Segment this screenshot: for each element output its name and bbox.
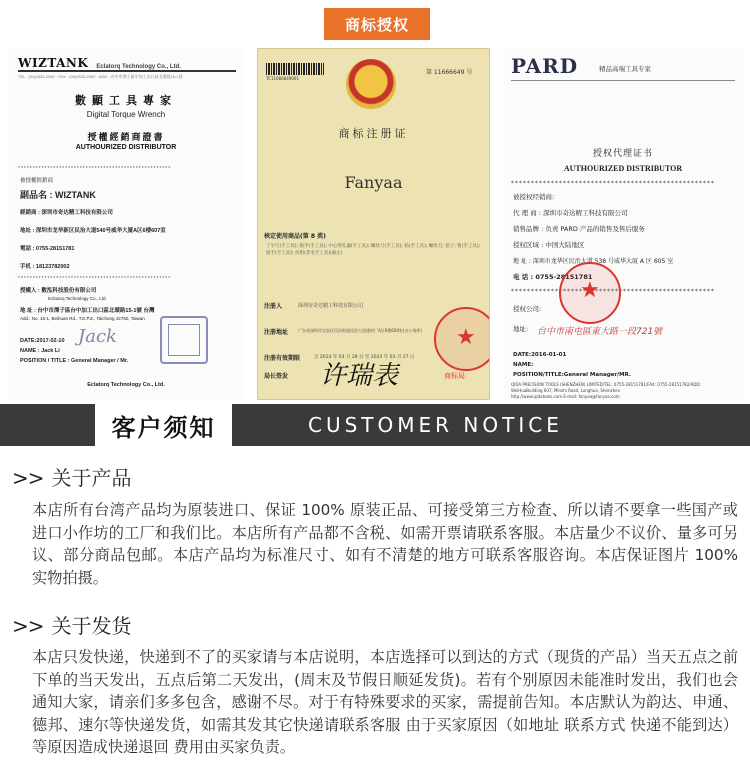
trademark-address-value: 广东省深圳市宝安区民治街道民治大道建材厂A区6楼604室(办公场所) [298, 328, 423, 333]
pard-footer-2: WeiHuaBuilding 607, Minzhi Road, Longhua, Shenzhen [511, 388, 621, 393]
wiztank-cert-cn: 授權經銷商證書 [87, 132, 165, 142]
trademark-validity-label: 注册有效期限 [264, 355, 301, 362]
pard-footer-3: http://www.qidatools.com E-mail: fanyaa@fanyaa.com [511, 394, 620, 399]
trademark-barcode-number: TC11666649001 [266, 76, 299, 81]
pard-stars-1: *************************************************** [511, 180, 715, 187]
wiztank-company: Eclatorq Technology Co., Ltd. [96, 64, 181, 70]
certificates-strip [0, 40, 750, 400]
wiztank-title-cn: 數顯工具專家 [75, 95, 177, 107]
trademark-title: 商标注册证 [338, 127, 409, 140]
banner-title-en: CUSTOMER NOTICE [308, 413, 563, 437]
wiztank-authorizer-address: 地 址 : 台中市潭子區台中加工出口區北環路15-1號 台灣 [20, 308, 155, 314]
pard-auth-company: 授权公司: [513, 305, 542, 313]
pard-stars-2: *************************************************** [511, 288, 715, 295]
wiztank-brand-row: 副品名 : WIZTANK [20, 190, 96, 200]
trademark-goods-label: 核定使用商品(第 8 类) [264, 233, 326, 240]
pard-subtitle: 精品高端工具专家 [599, 65, 651, 73]
wiztank-authorizer-en: Eclatorq Technology Co., Ltd. [48, 296, 107, 301]
section-shipping-label: 关于发货 [51, 614, 132, 638]
pard-agent-row: 代 理 商 : 深圳市奇达精工科技有限公司 [513, 209, 628, 217]
customer-notice-banner [0, 404, 750, 446]
chevron-double-right-icon: >> [12, 466, 44, 490]
pard-address-row: 地 址 : 深圳市龙华区民治大道 538 号威华大厦 A 区 605 室 [513, 258, 674, 265]
pard-divider [511, 80, 735, 81]
wiztank-position: POSITION / TITLE : General Manager / Mr. [20, 358, 129, 364]
wiztank-footer: Eclatorq Technology Co., Ltd. [87, 382, 165, 388]
section-products-label: 关于产品 [51, 466, 132, 490]
wiztank-brand: WIZTANK [18, 56, 89, 70]
pard-dealer-label: 被授权经销商: [513, 193, 555, 201]
wiztank-stars-2: **************************************************** [18, 276, 172, 282]
authorization-heading: 商标授权 [324, 8, 430, 40]
pard-scope-row: 销售品牌 : 负责 PARD 产品的销售及售后服务 [513, 225, 645, 233]
national-emblem-icon [346, 59, 396, 109]
pard-phone-row: 电 话 : 0755-28151781 [513, 273, 593, 281]
wiztank-header [18, 54, 236, 72]
pard-auth-address: 地址: [513, 325, 529, 333]
section-products-text: 本店所有台湾产品均为原装进口、保证 100% 原装正品、可接受第三方检查、所以请不要拿一些国产或进口小作坊的工厂和我们比。本店所有产品都不含税、如需开票请联系客服。本店量少不议价、量多可另议、部分商品包邮。本店产品均为标准尺寸、如有不清楚的地方可联系客服咨询。本店保证图片 100% 实物拍摄。 [32, 501, 738, 587]
chevron-double-right-icon: >> [12, 614, 44, 638]
wiztank-contact-line: TEL : (04)2533-2560 · FAX : (04)2533-2562 · ADD : 台中市潭子區中加工出口區北環路15-1號 [18, 74, 183, 79]
wiztank-seal [160, 316, 208, 364]
section-shipping-title [12, 610, 132, 639]
barcode-icon [266, 63, 324, 75]
trademark-certificate [257, 48, 490, 400]
wiztank-mobile-row: 手机 : 18123782002 [20, 264, 70, 270]
trademark-number: 第 11666649 号 [426, 69, 473, 76]
pard-date: DATE:2016-01-01 [513, 352, 567, 358]
pard-title-en: AUTHOURIZED DISTRIBUTOR [563, 164, 683, 173]
wiztank-title-en: Digital Torque Wrench [86, 110, 166, 119]
trademark-signature: 许瑞表 [320, 361, 399, 391]
banner-title-cn: 客户须知 [95, 404, 232, 446]
pard-handwritten-address: 台中市南屯區東大路一段721號 [537, 327, 663, 337]
section-shipping-text: 本店只发快递，快递到不了的买家请与本店说明，本店选择可以到达的方式（现货的产品）当天五点之前下单的当天发出，五点后第二天发出，(周末及节假日顺延发货)。若有个别原因未能准时发出，我们也会通知大家，请亲们多多包含，感谢不尽。对于有特殊要求的买家，需提前告知。本店默认为韵达、申通、德邦、速尔等快递发货，如需其发其它快递请联系客服 由于买家原因（如地址 联系方式 快递不能到达）等原因造成快递退回 费用由买家负责。 [32, 648, 738, 757]
wiztank-dealer-label: 被授權經銷商 [20, 178, 54, 184]
pard-company-seal [559, 262, 621, 324]
wiztank-authorizer-row: 授權人 : 數泓科技股份有限公司 [20, 288, 97, 294]
trademark-seal-text: 商标局 [444, 372, 465, 380]
trademark-office-seal [434, 307, 490, 371]
trademark-mark: Fanyaa [344, 173, 403, 192]
wiztank-cert-en: AUTHOURIZED DISTRIBUTOR [75, 144, 177, 151]
trademark-holder-label: 注册人 [264, 303, 283, 310]
pard-region-row: 授权区域 : 中国大陆地区 [513, 241, 585, 249]
wiztank-company-row: 經銷商 : 深圳市奇达精工科技有限公司 [20, 210, 113, 216]
pard-position: POSITION/TITLE:General Manager/MR. [513, 372, 632, 378]
pard-title-cn: 授权代理证书 [592, 149, 653, 159]
wiztank-phone-row: 電話 : 0755-28151781 [20, 246, 75, 252]
trademark-holder-value: 深圳市奇达精工科技有限公司 [298, 303, 364, 309]
pard-brand: PARD [511, 54, 579, 78]
trademark-goods-text: 丁字尺(手工具); 扳手(手工具); 中心穿孔器(手工具); 螺丝刀(手工具); 钻(手工具); 螺丝刀; 套子; 钳(手工具); 扳手(手工具); 仿钳(非电手工具)(截止) [266, 244, 481, 256]
wiztank-signature: Jack [78, 326, 117, 347]
section-products-title [12, 462, 132, 491]
pard-footer-1: QIDA PRECISION TOOLS (SHENZHEN) LIMITED/TEL: 0755-28151781/FAX: 0755-28151782/ADD: [511, 382, 701, 387]
wiztank-date: DATE:2017-02-10 [20, 338, 65, 344]
wiztank-certificate [8, 48, 244, 400]
wiztank-name: NAME : Jack Li [20, 348, 60, 354]
trademark-validity-value: 自 2014 年 03 月 28 日 至 2024 年 03 月 27 日 [314, 355, 415, 360]
pard-name: NAME: [513, 362, 534, 368]
wiztank-authorizer-address-en: Add.: No. 15-1, Beihuan Rd., T.E.P.Z., Taichung 42760, Taiwan [20, 316, 145, 321]
wiztank-address-row: 地址 : 深圳市龙华新区民治大道540号威华大厦A区6楼607室 [20, 228, 166, 234]
wiztank-stars-1: **************************************************** [18, 166, 172, 172]
trademark-signer-label: 局长签发 [264, 373, 289, 380]
trademark-address-label: 注册地址 [264, 329, 289, 336]
pard-certificate [503, 48, 743, 400]
